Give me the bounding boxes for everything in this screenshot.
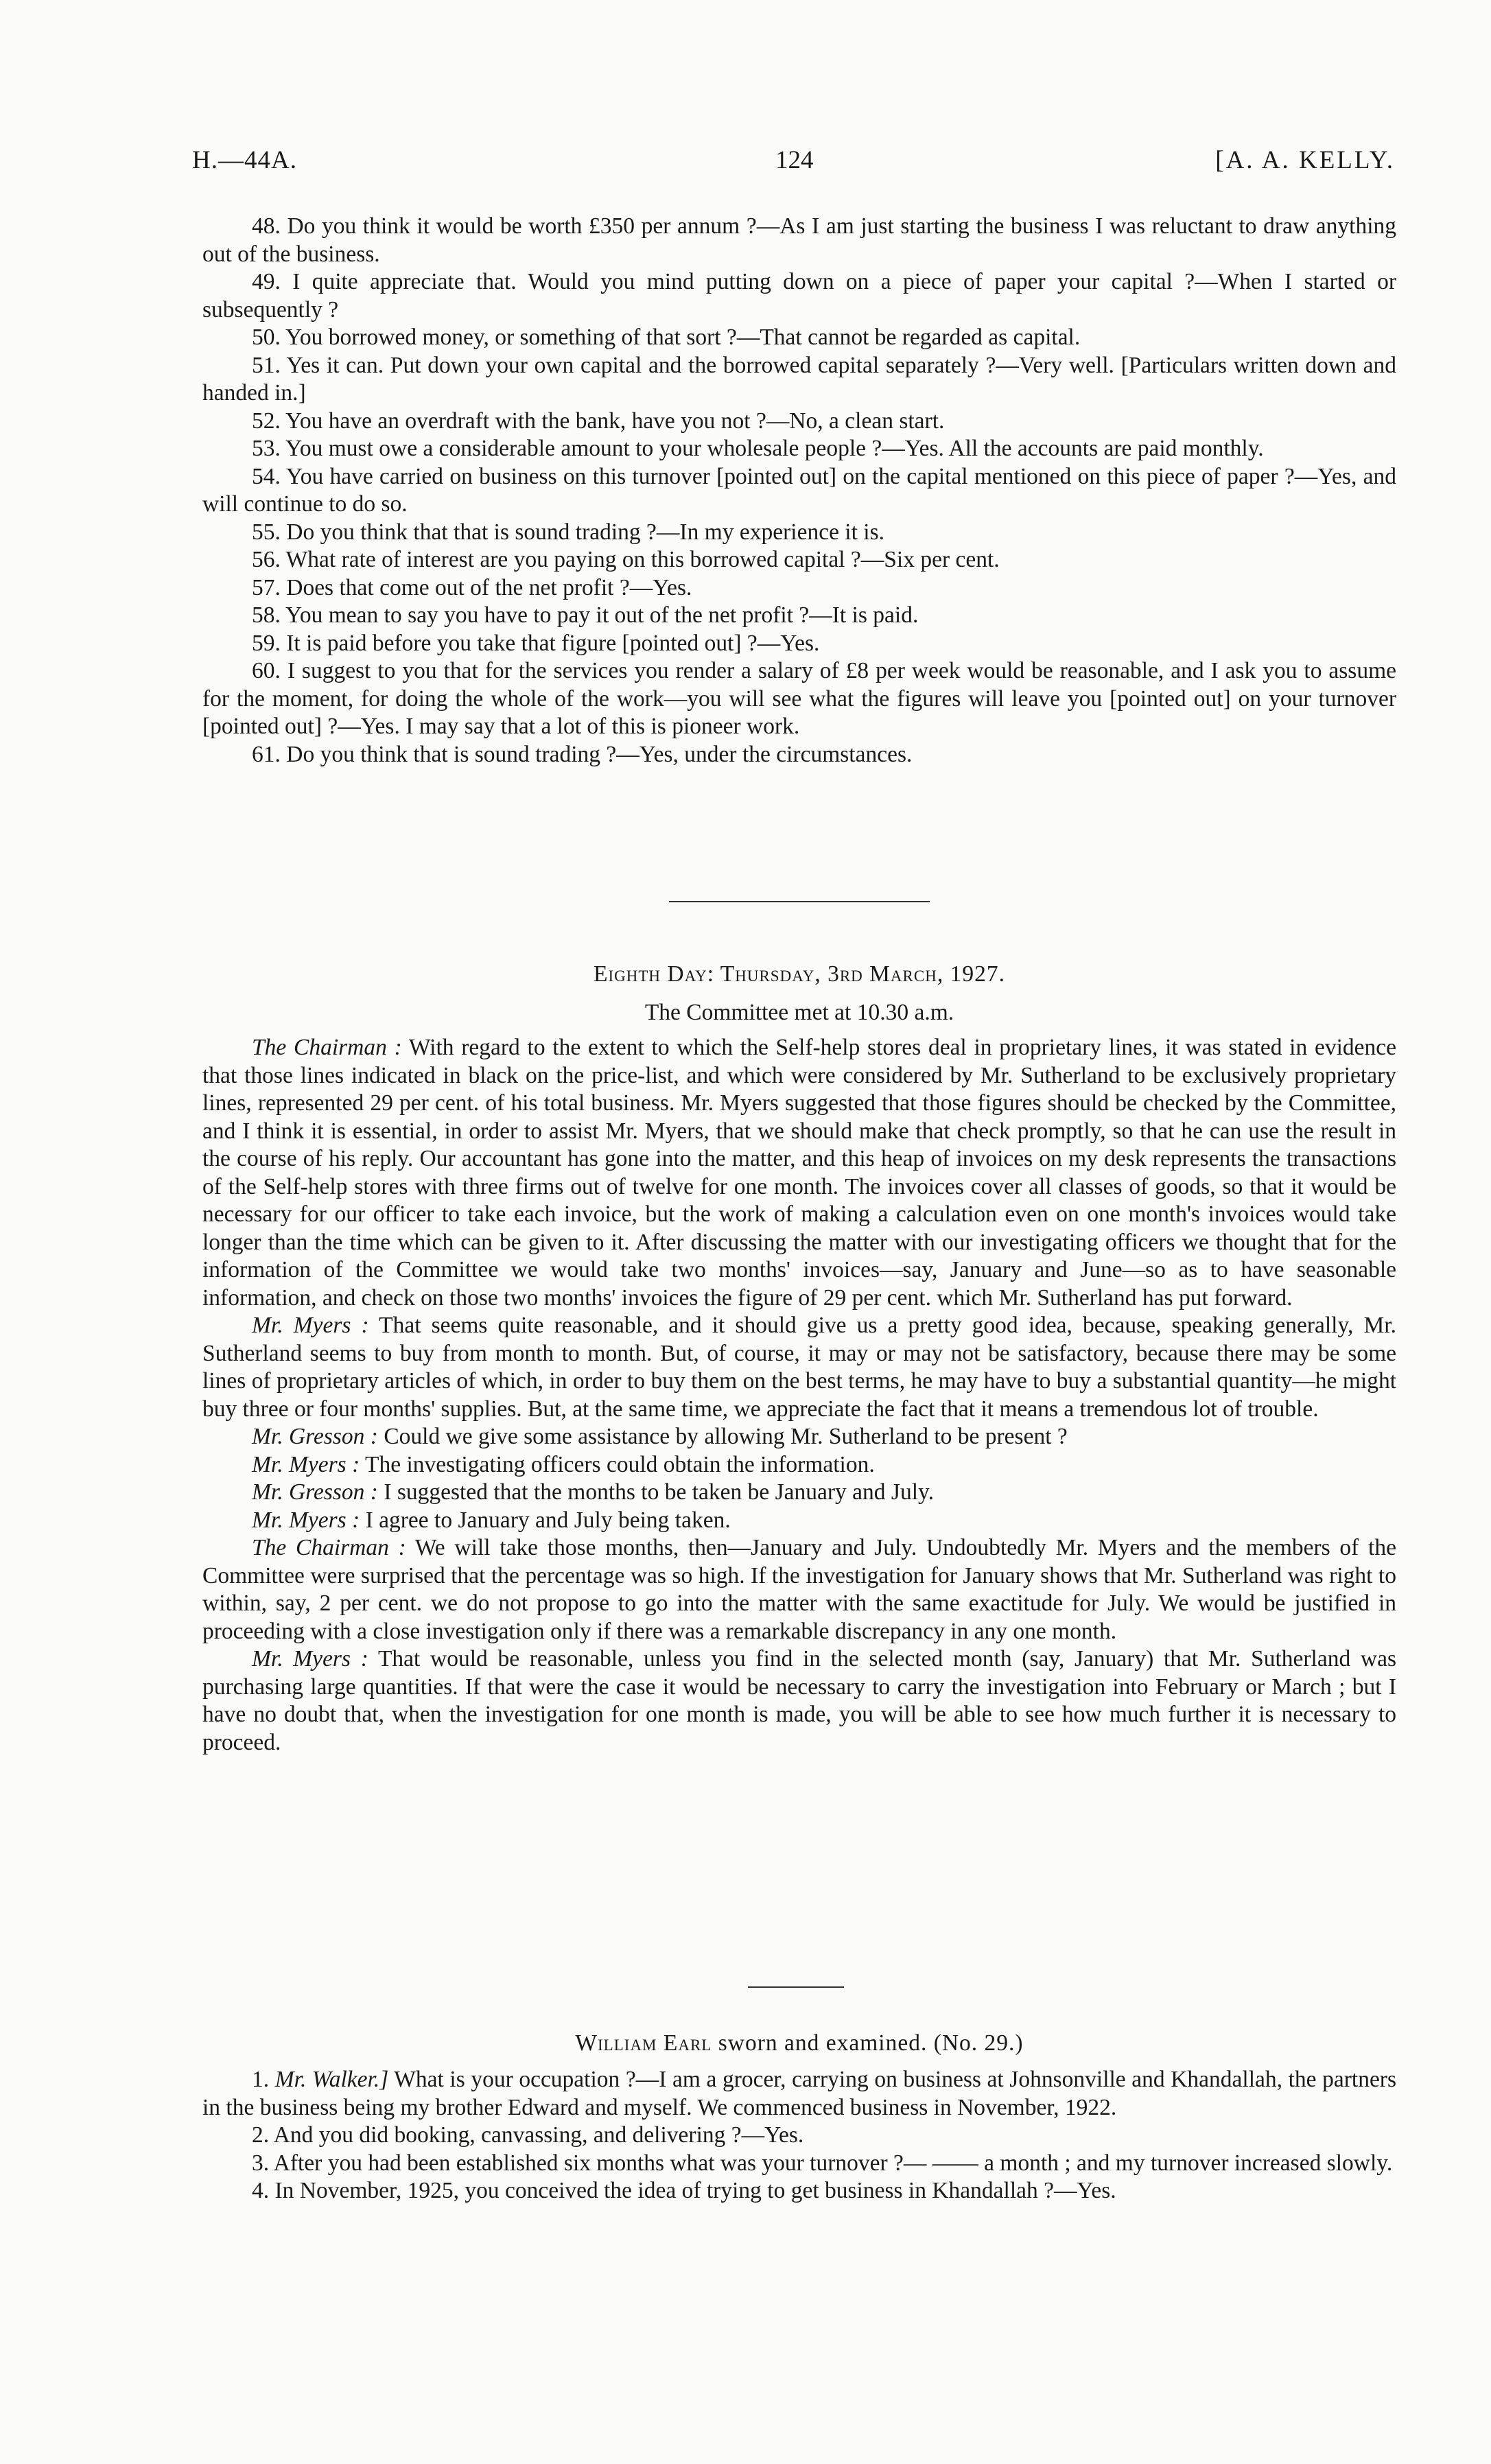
speaker-name: Mr. Gresson : [252, 1424, 378, 1449]
question-answer: 52. You have an overdraft with the bank, have you not ?—No, a clean start. [252, 408, 945, 434]
section-divider [669, 901, 930, 902]
speech-paragraph [202, 1507, 1396, 1535]
question-answer: 2. And you did booking, canvassing, and delivering ?—Yes. [252, 2122, 804, 2148]
question-answer: 56. What rate of interest are you paying on this borrowed capital ?—Six per cent. [252, 547, 1000, 572]
meeting-time: The Committee met at 10.30 a.m. [644, 1000, 954, 1025]
speech-text: I agree to January and July being taken. [360, 1507, 731, 1533]
speech-paragraph [202, 1645, 1396, 1757]
testimony-section-1 [202, 213, 1396, 768]
witness-heading [202, 2030, 1396, 2057]
testimony-section-2 [202, 2066, 1396, 2205]
question-answer: 54. You have carried on business on this turnover [pointed out] on the capital mentioned on this piece of paper ?—Yes, and will continue to do so. [202, 463, 1396, 517]
speech-text: Could we give some assistance by allowing Mr. Sutherland to be present ? [377, 1424, 1068, 1449]
question-answer: 50. You borrowed money, or something of that sort ?—That cannot be regarded as capital. [252, 325, 1081, 350]
speaker-name: The Chairman : [252, 1535, 406, 1560]
speech-paragraph [202, 1534, 1396, 1645]
question-answer: 53. You must owe a considerable amount to your wholesale people ?—Yes. All the accounts are paid monthly. [252, 436, 1264, 461]
speaker-name: Mr. Gresson : [252, 1479, 378, 1505]
section-divider [748, 1986, 844, 1988]
question-answer: 49. I quite appreciate that. Would you mind putting down on a piece of paper your capital ?—When I started or subsequently ? [202, 269, 1396, 322]
speech-paragraph [202, 1479, 1396, 1507]
witness-status: sworn and examined. (No. 29.) [712, 2030, 1024, 2056]
question-text: What is your occupation ?—I am a grocer, carrying on business at Johnsonville and Khandallah, the partners in the business being my brother Edward and myself. We commenced business in November, 1922. [202, 2067, 1397, 2120]
question-answer [202, 2066, 1396, 2122]
question-number: 1. [252, 2067, 275, 2092]
question-answer: 58. You mean to say you have to pay it out of the net profit ?—It is paid. [252, 602, 919, 628]
speech-paragraph [202, 1312, 1396, 1423]
question-answer: 55. Do you think that that is sound trading ?—In my experience it is. [252, 519, 885, 545]
question-answer: 57. Does that come out of the net profit ?—Yes. [252, 574, 692, 600]
document-reference: H.—44A. [192, 146, 297, 174]
speaker-name: Mr. Myers : [252, 1313, 369, 1338]
speech-text: We will take those months, then—January and July. Undoubtedly Mr. Myers and the members of the Committee were surprised that the percentage was so high. If the investigation for January shows that Mr. Sutherland was right to within, say, 2 per cent. we do not propose to go into the matter with the same exactitude for July. We would be justified in proceeding with a close investigation only if there was a remarkable discrepancy in any one month. [202, 1535, 1396, 1644]
day-heading: Eighth Day: Thursday, 3rd March, 1927. [594, 961, 1005, 987]
question-answer: 4. In November, 1925, you conceived the idea of trying to get business in Khandallah ?—Yes. [252, 2178, 1116, 2203]
speaker-name: Mr. Myers : [252, 1507, 360, 1533]
speech-text: With regard to the extent to which the Self-help stores deal in proprietary lines, it was stated in evidence that those lines indicated in black on the price-list, and which were considered by Mr. Sutherland to be exclusively proprietary lines, represented 29 per cent. of his total business. Mr. Myers suggested that those figures should be checked by the Committee, and I think it is essential, in order to assist Mr. Myers, that we should make that check promptly, so that he can use the result in the course of his reply. Our accountant has gone into the matter, and this heap of invoices on my desk represents the transactions of the Self-help stores with three firms out of twelve for one month. The invoices cover all classes of goods, so that it would be necessary for our officer to take each invoice, but the work of making a calculation even on one month's invoices would take longer than the time which can be given to it. After discussing the matter with our investigating officers we thought that for the information of the Committee we would take two months' invoices—say, January and June—so as to have seasonable information, and check on those two months' invoices the figure of 29 per cent. which Mr. Sutherland has put forward. [202, 1035, 1396, 1311]
speech-text: That seems quite reasonable, and it should give us a pretty good idea, because, speaking generally, Mr. Sutherland seems to buy from month to month. But, of course, it may or may not be satisfactory, because there may be some lines of proprietary articles of which, in order to buy them on the best terms, he may have to buy a substantial quantity—he might buy three or four months' supplies. But, at the same time, we appreciate the fact that it means a tremendous lot of trouble. [202, 1313, 1396, 1422]
speaker-name: Mr. Myers : [252, 1646, 368, 1671]
witness-header: [A. A. KELLY. [1215, 146, 1395, 174]
committee-discussion [202, 1034, 1396, 1757]
speaker-name: Mr. Myers : [252, 1451, 360, 1477]
question-answer: 61. Do you think that is sound trading ?—Yes, under the circumstances. [252, 741, 913, 767]
page-number: 124 [775, 146, 814, 174]
question-answer: 51. Yes it can. Put down your own capital and the borrowed capital separately ?—Very well. [Particulars written down and handed in.] [202, 352, 1396, 406]
speaker-name: Mr. Walker.] [274, 2067, 389, 2092]
question-answer: 59. It is paid before you take that figure [pointed out] ?—Yes. [252, 630, 820, 656]
speech-paragraph [202, 1034, 1396, 1312]
speech-paragraph [202, 1423, 1396, 1451]
speech-text: That would be reasonable, unless you find in the selected month (say, January) that Mr. Sutherland was purchasing large quantities. If that were the case it would be necessary to carry the investigation into February or March ; but I have no doubt that, when the investigation for one month is made, you will be able to see how much further it is necessary to proceed. [202, 1646, 1396, 1755]
question-answer: 48. Do you think it would be worth £350 per annum ?—As I am just starting the business I was reluctant to draw anything out of the business. [202, 213, 1396, 267]
witness-name: William Earl [575, 2030, 712, 2056]
page-header [192, 145, 1395, 187]
question-answer: 3. After you had been established six months what was your turnover ?— —— a month ; and my turnover increased slowly. [252, 2150, 1393, 2176]
speaker-name: The Chairman : [252, 1035, 402, 1060]
question-answer: 60. I suggest to you that for the services you render a salary of £8 per week would be reasonable, and I ask you to assume for the moment, for doing the whole of the work—you will see what the figures will leave you [pointed out] on your turnover [pointed out] ?—Yes. I may say that a lot of this is pioneer work. [202, 658, 1396, 739]
speech-paragraph [202, 1451, 1396, 1479]
speech-text: The investigating officers could obtain the information. [360, 1451, 875, 1477]
speech-text: I suggested that the months to be taken be January and July. [377, 1479, 934, 1505]
